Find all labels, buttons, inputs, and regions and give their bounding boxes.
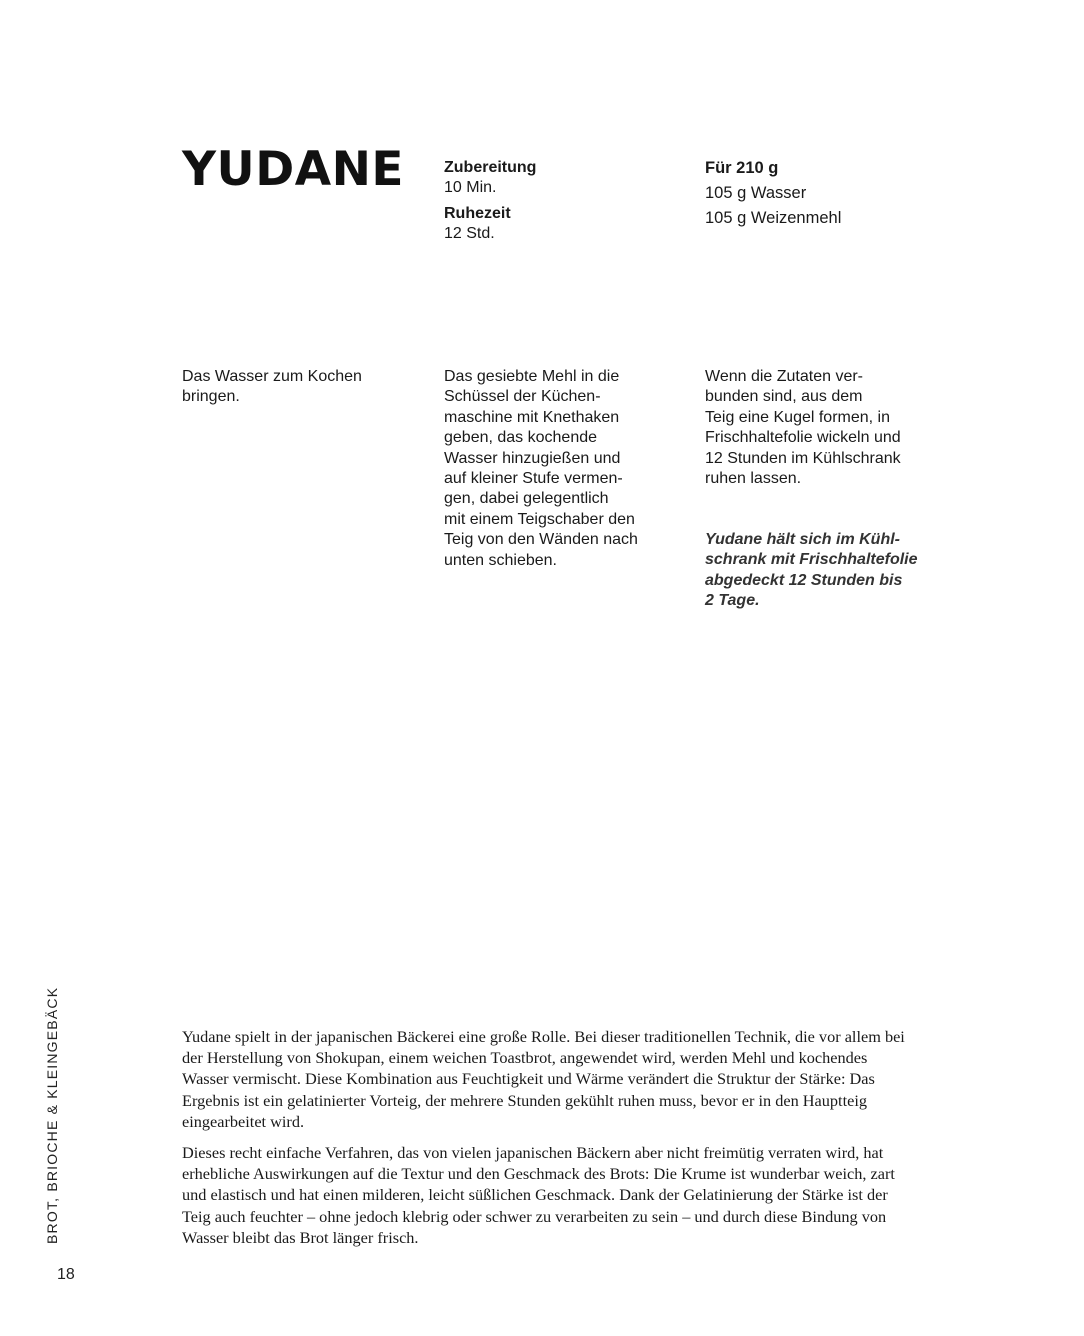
step-2-line: unten schieben.: [444, 551, 557, 569]
page-number: 18: [57, 1266, 75, 1283]
ingredient-item: 105 g Wasser: [705, 184, 807, 202]
step-2-line: Teig von den Wänden nach: [444, 531, 638, 549]
intro-text: [182, 1026, 917, 1258]
step-2-line: auf kleiner Stufe vermen-: [444, 470, 623, 488]
step-1-line: bringen.: [182, 388, 240, 406]
step-3-line: Frischhaltefolie wickeln und: [705, 429, 901, 447]
step-1: [182, 367, 362, 408]
intro-paragraph: Dieses recht einfache Verfahren, das von vielen japanischen Bäckern aber nicht freimütig verraten wird, hat erhebliche Auswirkungen auf die Textur und den Geschmack des Brots: Die Krume ist wunderbar weich, zart und elastisch und hat einen milderen, leicht süßlichen Geschmack. Dank der Gelatinierung der Stärke ist der Teig auch feuchter – ohne jedoch klebrig oder schwer zu verarbeiten zu sein – und durch diese Bindung von Wasser bleibt das Brot länger frisch.: [182, 1143, 895, 1247]
intro-paragraph: Yudane spielt in der japanischen Bäckerei eine große Rolle. Bei dieser traditionellen Technik, die vor allem bei der Herstellung von Shokupan, einem weichen Toastbrot, angewendet wird, werden Mehl und kochendes Wasser vermischt. Diese Kombination aus Feuchtigkeit und Wärme verändert die Struktur der Stärke: Das Ergebnis ist ein gelatinierter Vorteig, der mehrere Stunden gekühlt ruhen muss, bevor er in den Hauptteig eingearbeitet wird.: [182, 1027, 905, 1131]
ingredient-item: 105 g Weizenmehl: [705, 209, 842, 227]
ingredient-list: [705, 181, 841, 231]
step-1-line: Das Wasser zum Kochen: [182, 368, 362, 385]
step-3-line: bunden sind, aus dem: [705, 388, 863, 406]
step-2-line: Schüssel der Küchen-: [444, 388, 601, 406]
yield-label: Für 210 g: [705, 159, 779, 177]
storage-note-line: Yudane hält sich im Kühl-: [705, 531, 900, 548]
step-2: [444, 367, 638, 571]
recipe-timing: [444, 158, 536, 244]
ingredients-block: [705, 156, 841, 231]
step-3-line: Wenn die Zutaten ver-: [705, 368, 864, 385]
step-2-line: gen, dabei gelegentlich: [444, 490, 609, 508]
step-3-line: 12 Stunden im Kühlschrank: [705, 449, 901, 467]
step-3: [705, 367, 901, 489]
step-2-line: geben, das kochende: [444, 429, 598, 447]
rest-value: 12 Std.: [444, 225, 495, 242]
step-2-line: mit einem Teigschaber den: [444, 510, 635, 528]
prep-label: Zubereitung: [444, 159, 537, 176]
step-3-line: ruhen lassen.: [705, 470, 802, 488]
prep-value: 10 Min.: [444, 179, 497, 196]
storage-note: [705, 530, 918, 612]
step-3-line: Teig eine Kugel formen, in: [705, 408, 890, 426]
step-2-line: Das gesiebte Mehl in die: [444, 368, 620, 385]
storage-note-line: abgedeckt 12 Stunden bis: [705, 571, 903, 589]
storage-note-line: schrank mit Frischhaltefolie: [705, 551, 918, 569]
section-label: BROT, BRIOCHE & KLEINGEBÄCK: [44, 986, 60, 1244]
rest-label: Ruhezeit: [444, 205, 511, 222]
storage-note-line: 2 Tage.: [705, 592, 760, 610]
step-2-line: maschine mit Knethaken: [444, 408, 620, 426]
recipe-title: YUDANE: [182, 142, 405, 197]
step-2-line: Wasser hinzugießen und: [444, 449, 621, 467]
